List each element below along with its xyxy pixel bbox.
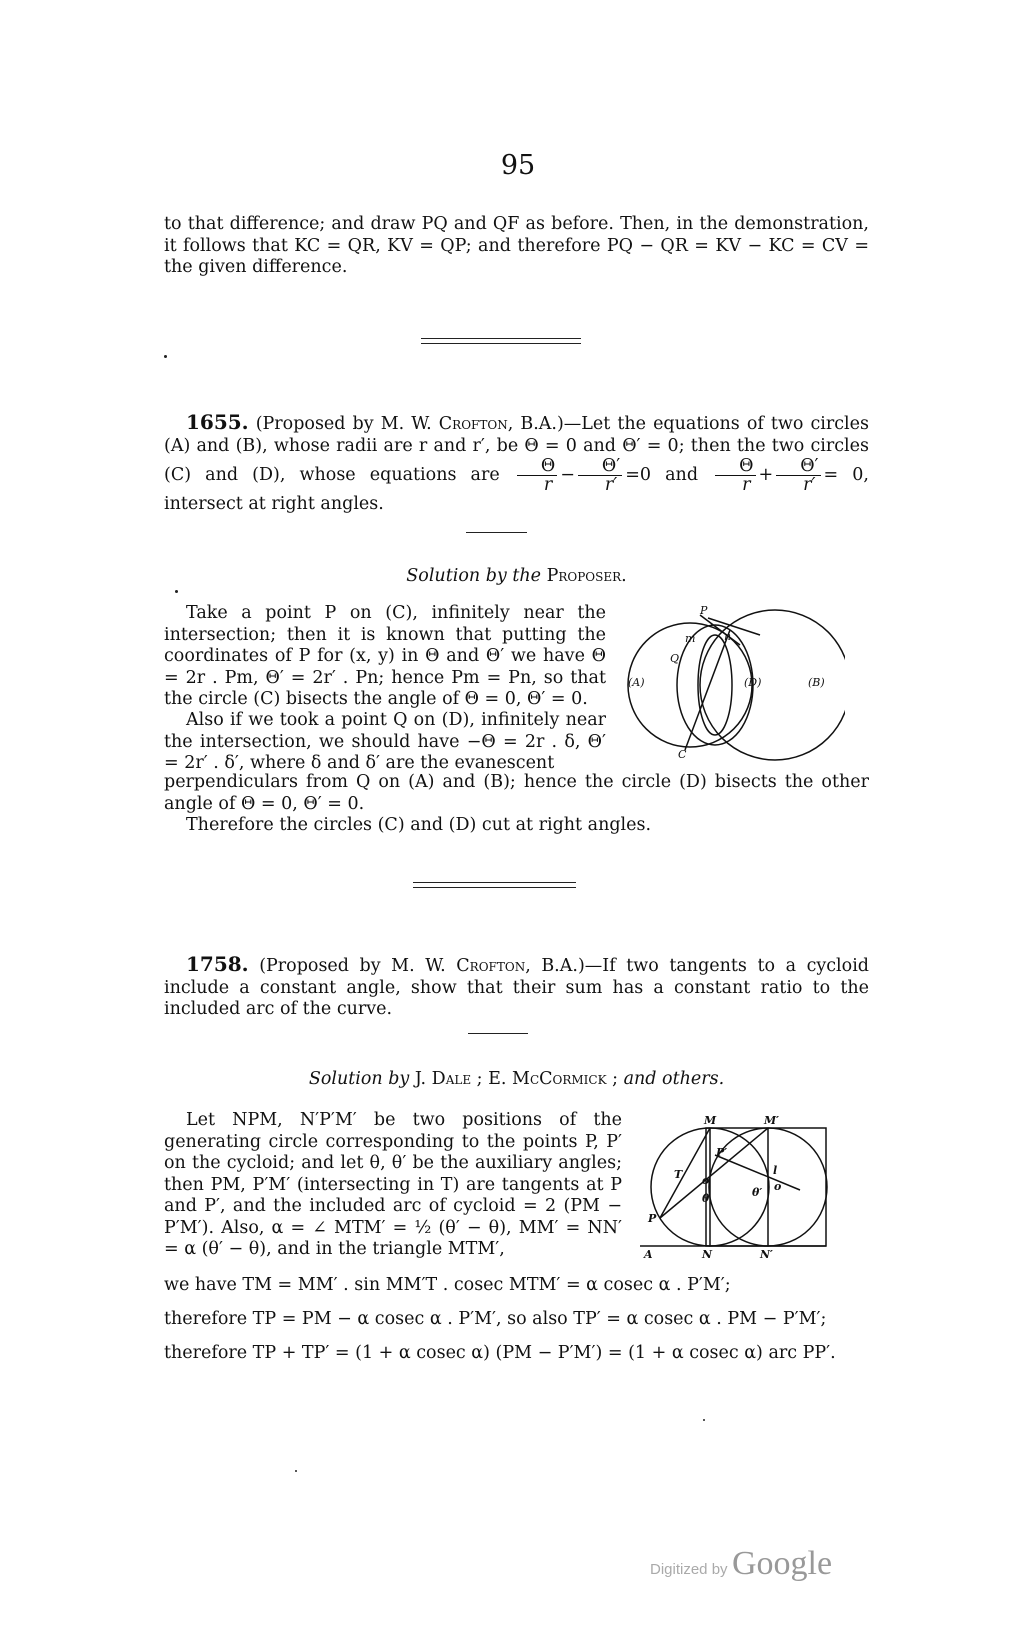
circles-figure xyxy=(620,600,845,770)
label-m-prime: M′ xyxy=(764,1114,780,1127)
label-theta-prime: θ′ xyxy=(752,1186,763,1199)
label-p: P xyxy=(700,604,708,617)
solution-heading-text: Solution by xyxy=(308,1069,415,1089)
label-m: m xyxy=(685,632,696,645)
solution-heading-text: Solution by the xyxy=(406,566,547,586)
equation-rhs: =0 and xyxy=(625,465,699,485)
proposed-prefix: (Proposed by M. W. xyxy=(255,414,439,434)
proposer-name: Crofton xyxy=(438,414,508,434)
fraction: $\frac{\Theta'}{r'}$ xyxy=(776,457,820,494)
solution-1655-body xyxy=(164,603,606,711)
tangent-line xyxy=(700,615,740,645)
digitized-watermark xyxy=(650,1545,832,1583)
solution-paragraph: Take a point P on (C), infinitely near the intersection; then it is known that putting the coordinates of P for (x, y) in Θ and Θ′ we have Θ = 2r . Pm, Θ′ = 2r′ . Pn; hence Pm = Pn, so that the circle (C) bisects the angle of Θ = 0, Θ′ = 0. xyxy=(164,603,606,709)
question-1655 xyxy=(164,412,869,516)
label-circle-d: (D) xyxy=(744,676,762,689)
proposed-suffix: , B.A.)— xyxy=(525,956,603,976)
section-rule xyxy=(413,887,576,888)
solution-author: Proposer. xyxy=(546,566,627,586)
label-l: l xyxy=(773,1164,778,1177)
proposed-suffix: , B.A.)— xyxy=(507,414,582,434)
print-speck xyxy=(164,355,167,358)
intro-paragraph xyxy=(164,214,869,279)
proposed-prefix: (Proposed by M. W. xyxy=(259,956,457,976)
short-rule xyxy=(466,532,527,533)
question-number: 1758. xyxy=(186,952,249,976)
fraction: $\frac{\Theta'}{r'}$ xyxy=(578,457,622,494)
label-p: P xyxy=(648,1212,657,1225)
solution-1655-body2 xyxy=(164,710,606,774)
operator: − xyxy=(560,465,575,485)
solution-paragraph-end: perpendiculars from Q on (A) and (B); hence the circle (D) bisects the other angle of Θ = 0, Θ′ = 0. xyxy=(164,772,869,814)
equation-line: therefore TP = PM − α cosec α . P′M′, so also TP′ = α cosec α . PM − P′M′; xyxy=(164,1309,827,1329)
section-rule xyxy=(421,338,581,339)
section-rule xyxy=(413,882,576,883)
solution-paragraph: Let NPM, N′P′M′ be two positions of the generating circle corresponding to the points P, P′ on the cycloid; and let θ, θ′ be the auxiliary angles; then PM, P′M′ (intersecting in T) are tangents at P and P′, and the included arc of cycloid = 2 (PM − P′M′). Also, α = ∠ MTM′ = ½ (θ′ − θ), MM′ = NN′ = α (θ′ − θ), and in the triangle MTM′, xyxy=(164,1110,622,1259)
label-q: Q xyxy=(670,652,680,665)
watermark-logo: Google xyxy=(732,1545,833,1582)
print-speck xyxy=(295,1470,297,1472)
short-rule xyxy=(468,1033,528,1034)
label-n-prime: N′ xyxy=(760,1248,773,1260)
equation-rhs: = 0, xyxy=(823,465,869,485)
watermark-small: Digitized by xyxy=(650,1561,728,1578)
tangent-p2m2 xyxy=(715,1155,800,1190)
section-rule xyxy=(421,343,581,344)
solution-conclusion: Therefore the circles (C) and (D) cut at right angles. xyxy=(186,815,652,835)
solution-authors: J. Dale ; E. McCormick ; xyxy=(414,1069,619,1089)
label-o-2: o xyxy=(774,1180,782,1193)
solution-heading-end: and others. xyxy=(618,1069,725,1089)
label-a: A xyxy=(644,1248,653,1260)
label-t: T xyxy=(674,1168,683,1181)
intro-text: to that difference; and draw PQ and QF as before. Then, in the demonstration, it follows that KC = QR, KV = QP; and therefore PQ − QR = KV − KC = CV = the given difference. xyxy=(164,214,869,277)
solution-1655-body3 xyxy=(164,772,869,837)
solution-1758-equations xyxy=(164,1268,869,1370)
label-theta: θ xyxy=(702,1192,710,1205)
label-p-prime: P′ xyxy=(716,1146,728,1159)
question-body: Let the equations of two circles (A) and (B), whose radii are r and r′, be Θ = 0 and Θ′ = 0; then the two circles (C) and (D), whose equations are xyxy=(164,414,869,485)
solution-1758-body xyxy=(164,1110,622,1261)
label-circle-a: (A) xyxy=(628,676,645,689)
label-circle-b: (B) xyxy=(808,676,825,689)
operator: + xyxy=(758,465,774,485)
question-body: If two tangents to a cycloid include a constant angle, show that their sum has a constant ratio to the included arc of the curve. xyxy=(164,956,869,1019)
circle-d xyxy=(698,635,732,735)
label-c: C xyxy=(678,748,687,761)
fraction: $\frac{\Theta}{r}$ xyxy=(715,457,755,494)
equation-line: we have TM = MM′ . sin MM′T . cosec MTM′ = α cosec α . P′M′; xyxy=(164,1275,731,1295)
tangent-line xyxy=(685,630,730,750)
print-speck xyxy=(175,590,178,593)
proposer-name: Crofton xyxy=(456,956,526,976)
fraction: $\frac{\Theta}{r}$ xyxy=(517,457,557,494)
label-o: o xyxy=(702,1174,710,1187)
cycloid-figure xyxy=(640,1110,835,1260)
print-speck xyxy=(703,1419,705,1421)
equation-line: therefore TP + TP′ = (1 + α cosec α) (PM − P′M′) = (1 + α cosec α) arc PP′. xyxy=(164,1343,836,1363)
solution-heading-1655 xyxy=(164,566,869,588)
question-number: 1655. xyxy=(186,410,249,434)
question-1758 xyxy=(164,954,869,1021)
page-number: 95 xyxy=(500,150,536,181)
question-body-end: intersect at right angles. xyxy=(164,494,384,514)
label-m: M xyxy=(704,1114,717,1127)
solution-heading-1758 xyxy=(164,1069,869,1091)
solution-paragraph: Also if we took a point Q on (D), infinitely near the intersection, we should have −Θ = 2r . δ, Θ′ = 2r′ . δ′, where δ and δ′ are the evanescent xyxy=(164,710,606,773)
label-n: N xyxy=(702,1248,713,1260)
label-n: n xyxy=(724,630,732,643)
